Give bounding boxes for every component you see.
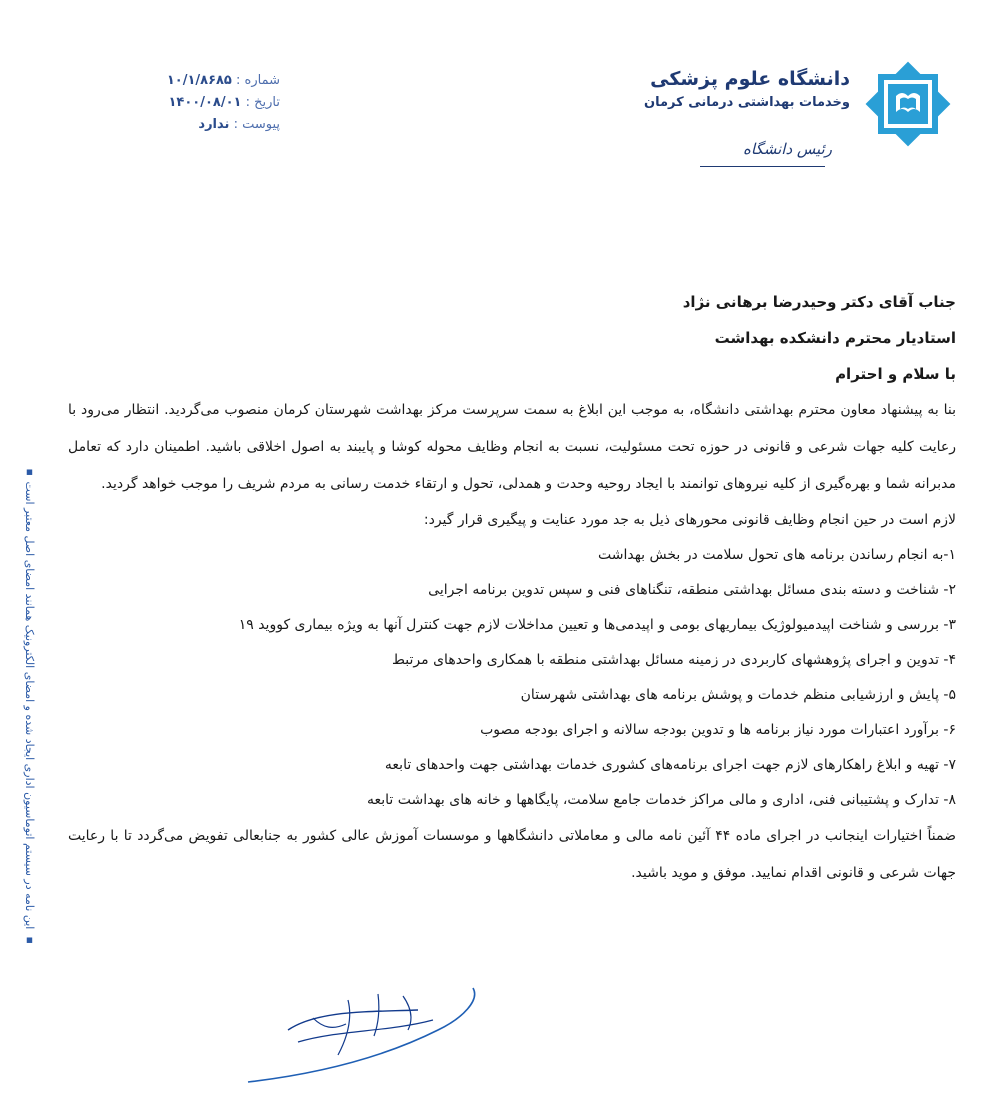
attachment-value: ندارد xyxy=(198,117,230,132)
list-item: ۱-به انجام رساندن برنامه های تحول سلامت در بخش بهداشت xyxy=(598,547,956,563)
list-item: ۷- تهیه و ابلاغ راهکارهای لازم جهت اجرای برنامه‌های کشوری خدمات بهداشتی جهت واحدهای تابعه xyxy=(384,757,956,773)
date-row xyxy=(140,92,280,114)
university-name: دانشگاه علوم پزشکی xyxy=(650,68,850,90)
letter-body xyxy=(68,284,956,892)
date-label: تاریخ : xyxy=(245,95,280,110)
closing-paragraph: ضمناً اختیارات اینجانب در اجرای ماده ۴۴ آئین نامه مالی و معاملاتی دانشگاهها و موسسات آموزش عالی کشور به جنابعالی تفویض می‌گردد تا با رعایت جهات شرعی و قانونی اقدام نمایید. موفق و موید باشید. xyxy=(68,828,956,881)
number-value: ۱۰/۱/۸۶۸۵ xyxy=(166,73,232,88)
number-label: شماره : xyxy=(236,73,280,88)
attachment-row xyxy=(140,114,280,136)
list-item: ۸- تدارک و پشتیبانی فنی، اداری و مالی مراکز خدمات جامع سلامت، پایگاهها و خانه های بهداشت تابعه xyxy=(366,792,956,808)
attachment-label: پیوست : xyxy=(233,117,280,132)
date-value: ۱۴۰۰/۰۸/۰۱ xyxy=(168,95,242,110)
letter-meta xyxy=(140,70,280,136)
letterhead xyxy=(0,0,1000,200)
list-item: ۳- بررسی و شناخت اپیدمیولوژیک بیماریهای بومی و اپیدمی‌ها و تعیین مداخلات لازم جهت کنترل آنها به ویژه بیماری کووید ۱۹ xyxy=(238,617,956,633)
list-item: ۶- برآورد اعتبارات مورد نیاز برنامه ها و تدوین بودجه سالانه و اجرای بودجه مصوب xyxy=(480,722,956,738)
list-item: ۲- شناخت و دسته بندی مسائل بهداشتی منطقه، تنگناهای فنی و سپس تدوین برنامه اجرایی xyxy=(428,582,956,598)
electronic-signature-note: ▪ این نامه در سیستم اتوماسیون اداری ایجاد شده و امضای الکترونیک همانند امضای اصل معتبر است ▪ xyxy=(23,465,36,946)
greeting: با سلام و احترام xyxy=(835,365,956,383)
header-divider xyxy=(700,166,825,167)
intro-paragraph: بنا به پیشنهاد معاون محترم بهداشتی دانشگاه، به موجب این ابلاغ به سمت سرپرست مرکز بهداشت شهرستان کرمان منصوب می‌گردید. انتظار می‌رود با رعایت کلیه جهات شرعی و قانونی در حوزه تحت مسئولیت، نسبت به انجام وظایف محوله کوشا و پایبند به اصول اخلاقی باشید. اطمینان دارد که تعامل مدبرانه شما و بهره‌گیری از کلیه نیروهای توانمند با ایجاد روحیه وحدت و همدلی، تحول و ارتقاء خدمت رسانی به مردم شریف را موجب خواهد گردید. xyxy=(68,402,956,492)
signature xyxy=(228,970,488,1090)
university-subtitle: وخدمات بهداشتی درمانی کرمان xyxy=(644,95,850,110)
number-row xyxy=(140,70,280,92)
university-emblem-icon xyxy=(862,58,954,150)
recipient-name: جناب آقای دکتر وحیدرضا برهانی نژاد xyxy=(682,293,956,311)
list-intro: لازم است در حین انجام وظایف قانونی محورهای ذیل به جد مورد عنایت و پیگیری قرار گیرد: xyxy=(423,512,956,528)
list-item: ۵- پایش و ارزشیابی منظم خدمات و پوشش برنامه های بهداشتی شهرستان xyxy=(520,687,956,703)
office-title: رئیس دانشگاه xyxy=(743,140,832,158)
recipient-title: استادیار محترم دانشکده بهداشت xyxy=(714,329,956,347)
list-item: ۴- تدوین و اجرای پژوهشهای کاربردی در زمینه مسائل بهداشتی منطقه با همکاری واحدهای مرتبط xyxy=(392,652,956,668)
